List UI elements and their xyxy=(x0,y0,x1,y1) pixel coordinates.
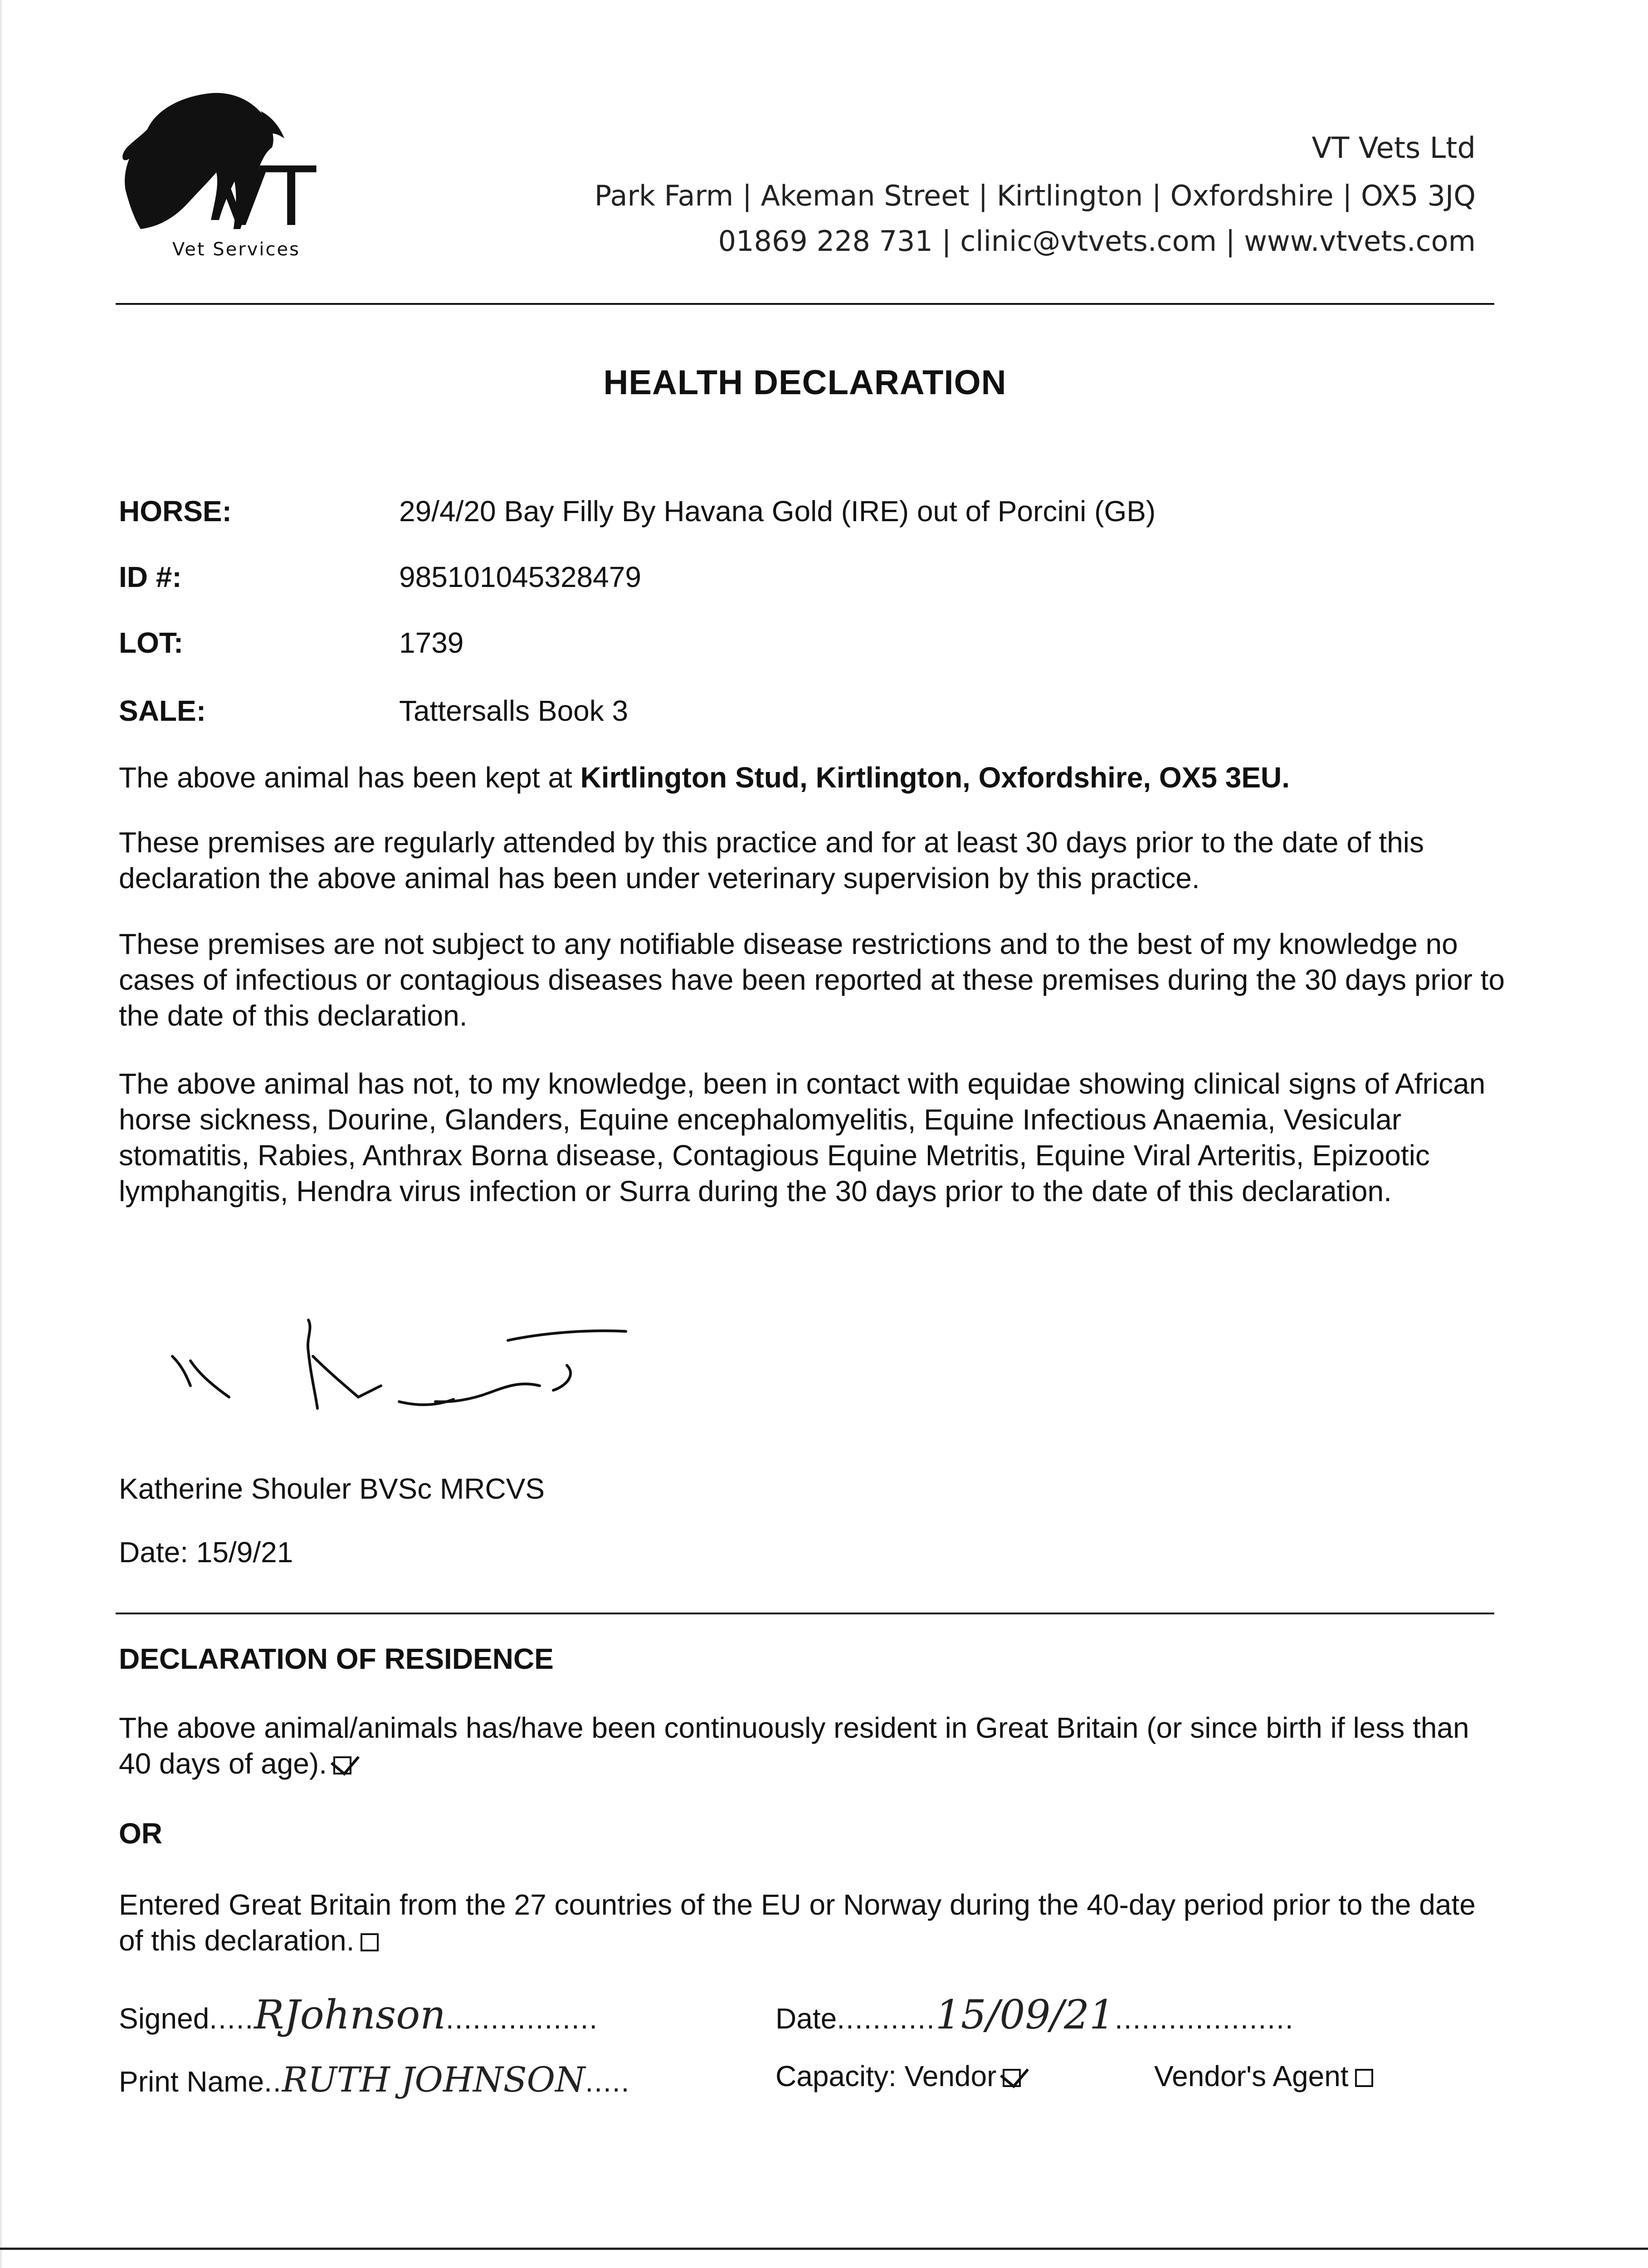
logo-subtitle: Vet Services xyxy=(172,239,300,260)
vet-signature xyxy=(163,1306,662,1424)
company-name: VT Vets Ltd xyxy=(1312,132,1476,165)
kept-at-prefix: The above animal has been kept at xyxy=(119,761,580,794)
contact-paragraph: The above animal has not, to my knowledge, been in contact with equidae showing clinical signs of African horse sickness, Dourine, Glanders, Equine encephalomyelitis, Equine Infectious Anaemia, Vesicular stomatitis, Rabies, Anthrax Borna disease, Contagious Equine Metritis, Equine Viral Arteritis, Epizootic lymphangitis, Hendra virus infection or Surra during the 30 days prior to the date of this declaration. xyxy=(119,1067,1486,1207)
kept-at-location: Kirtlington Stud, Kirtlington, Oxfordshire, OX5 3EU. xyxy=(580,761,1290,794)
residence-title: DECLARATION OF RESIDENCE xyxy=(119,1642,554,1675)
vendors-agent-field xyxy=(1154,2059,1373,2093)
horse-value: 29/4/20 Bay Filly By Havana Gold (IRE) out of Porcini (GB) xyxy=(399,495,1156,528)
vendor-checkbox[interactable] xyxy=(1003,2069,1021,2087)
resident-checkbox[interactable] xyxy=(333,1756,351,1774)
entered-gb-checkbox[interactable] xyxy=(361,1933,379,1951)
vendors-agent-checkbox[interactable] xyxy=(1355,2069,1373,2087)
date-field[interactable]: Date...........15/09/21.................... xyxy=(775,1991,1294,2038)
premises-paragraph: These premises are not subject to any notifiable disease restrictions and to the best of my knowledge no cases of infectious or contagious diseases have been reported at these premises during the 30 days prior to the date of this declaration. xyxy=(119,928,1505,1032)
residence-option-2-text: Entered Great Britain from the 27 countries of the EU or Norway during the 40-day period prior to the date of this declaration. xyxy=(119,1888,1476,1957)
sale-value: Tattersalls Book 3 xyxy=(399,694,629,727)
lot-label: LOT: xyxy=(119,626,184,659)
horse-label: HORSE: xyxy=(119,495,232,528)
residence-option-1 xyxy=(119,1710,1507,1782)
sale-label: SALE: xyxy=(119,694,206,727)
vet-name: Katherine Shouler BVSc MRCVS xyxy=(119,1472,545,1505)
residence-option-2 xyxy=(119,1887,1507,1959)
supervision-paragraph: These premises are regularly attended by this practice and for at least 30 days prior to the date of this declaration the above animal has been under veterinary supervision by this practice. xyxy=(119,826,1424,894)
company-contact: 01869 228 731 | clinic@vtvets.com | www.vtvets.com xyxy=(718,225,1476,258)
logo-text: VT xyxy=(213,150,314,244)
document-title: HEALTH DECLARATION xyxy=(603,363,1007,402)
signed-field[interactable]: Signed.....RJohnson................. xyxy=(119,1991,599,2038)
header-divider xyxy=(116,303,1494,305)
signed-label: Signed xyxy=(119,2002,210,2035)
lot-value: 1739 xyxy=(399,626,464,659)
kept-at-paragraph xyxy=(119,760,1507,796)
print-name-value: RUTH JOHNSON xyxy=(282,2059,585,2100)
print-name-label: Print Name xyxy=(119,2065,264,2098)
residence-option-1-text: The above animal/animals has/have been continuously resident in Great Britain (or since birth if less than 40 days of age). xyxy=(119,1711,1469,1780)
capacity-label: Capacity: Vendor xyxy=(775,2060,997,2092)
vet-date: Date: 15/9/21 xyxy=(119,1536,293,1569)
id-label: ID #: xyxy=(119,561,182,593)
scan-bottom-edge xyxy=(0,2248,1648,2250)
id-value: 985101045328479 xyxy=(399,561,641,593)
signed-value: RJohnson xyxy=(254,1991,446,2038)
print-name-field[interactable]: Print Name..RUTH JOHNSON..... xyxy=(119,2059,630,2100)
section-divider xyxy=(116,1613,1494,1614)
or-label: OR xyxy=(119,1817,162,1850)
date-value: 15/09/21 xyxy=(935,1991,1115,2038)
company-address: Park Farm | Akeman Street | Kirtlington | Oxfordshire | OX5 3JQ xyxy=(594,179,1476,212)
capacity-field xyxy=(775,2059,1021,2093)
date-label: Date xyxy=(775,2002,837,2035)
vendors-agent-label: Vendor's Agent xyxy=(1154,2060,1349,2092)
scan-edge xyxy=(0,0,2,2268)
